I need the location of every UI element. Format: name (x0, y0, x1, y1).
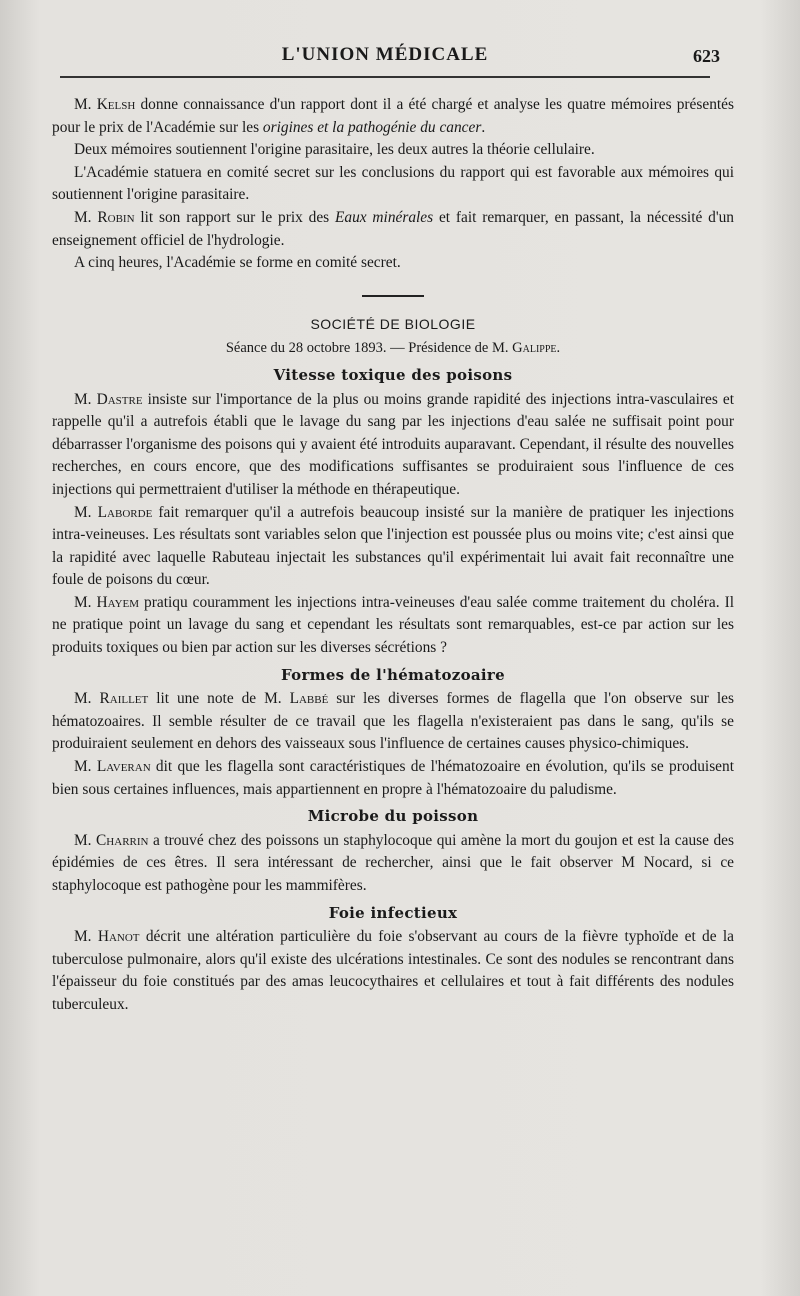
paragraph-kelsh: M. Kelsh donne connaissance d'un rapport dont il a été chargé et analyse les quatre mémoires présentés pour le prix de l'Académie sur les origines et la pathogénie du cancer. (52, 96, 734, 136)
section-title: Vitesse toxique des poisons (273, 365, 513, 384)
paragraph-academie: L'Académie statuera en comité secret sur les conclusions du rapport qui est favorable aux mémoires qui soutiennent l'origine parasitaire. (52, 163, 734, 204)
article-body (52, 94, 734, 1017)
paragraph-hanot: M. Hanot décrit une altération particulière du foie s'observant au cours de la fièvre typhoïde et de la tuberculose pulmonaire, alors qu'il existe des ulcérations intestinales. Ce sont des nodules se rencontrant dans l'épaisseur du foie constitués par des amas leucocythaires et cellulaires et tout à fait différents des nodules tuberculeux. (52, 928, 735, 1013)
speaker-name: M. Dastre (74, 390, 143, 408)
speaker-name: M. Laveran (74, 758, 151, 776)
paragraph-raillet: M. Raillet lit une note de M. Labbé sur les diverses formes de flagella que l'on observe sur les hématozoaires. Il semble résulter de ce travail que les flagella n'existeraient pas dans le sang, qu'ils se produiraient seulement en dehors des vaisseaux sous l'influence de certaines causes physico-chimiques. (52, 690, 734, 753)
paragraph-dastre: M. Dastre insiste sur l'importance de la plus ou moins grande rapidité des injections intra-vasculaires et rappelle qu'il a autrefois établi que le lavage du sang par les injections d'eau salée ne suffisait point pour débarrasser l'organisme des poisons qui y avaient été introduits auparavant. Cependant, il résulte des nouvelles recherches, en cours encore, que des modifications suffisantes se produiraient sous l'influence de ces injections qui permettraient d'utiliser la méthode en thérapeutique. (52, 390, 735, 498)
paragraph-laveran: M. Laveran dit que les flagella sont caractéristiques de l'hématozoaire en évolution, qu'ils se produisent bien sous certaines influences, mais appartiennent en propre à l'hématozoaire du paludisme. (52, 758, 734, 798)
speaker-name: M. Kelsh (74, 96, 136, 113)
speaker-name: M. Raillet (74, 690, 149, 708)
speaker-name: M. Charrin (74, 831, 149, 849)
speaker-name: M. Hayem (74, 593, 140, 611)
paragraph-charrin: M. Charrin a trouvé chez des poissons un staphylocoque qui amène la mort du goujon et est la cause des épidémies de ces êtres. Il sera intéressant de rechercher, ainsi que le fait observer M Nocard, si ce staphylocoque est pathogène pour les mammifères. (52, 831, 734, 894)
speaker-name: M. Laborde (74, 503, 153, 521)
paragraph-robin: M. Robin lit son rapport sur le prix des Eaux minérales et fait remarquer, en passant, la nécessité d'un enseignement officiel de l'hydrologie. (52, 208, 734, 249)
journal-title: L'UNION MÉDICALE (281, 44, 489, 65)
running-header (50, 38, 720, 78)
header-rule (60, 76, 710, 78)
section-title: Microbe du poisson (307, 807, 479, 826)
page-number: 623 (693, 46, 720, 66)
society-title: SOCIÉTÉ DE BIOLOGIE (310, 315, 476, 332)
paragraph-comite: A cinq heures, l'Académie se forme en comité secret. (74, 254, 401, 272)
speaker-name: M. Robin (74, 208, 135, 226)
speaker-name: M. Hanot (74, 928, 140, 946)
section-divider (362, 295, 424, 297)
section-title: Foie infectieux (328, 903, 458, 922)
seance-line: Séance du 28 octobre 1893. — Présidence de M. Galippe. (225, 340, 561, 357)
paragraph-laborde: M. Laborde fait remarquer qu'il a autrefois beaucoup insisté sur la manière de pratiquer les injections intra-veineuses. Les résultats sont variables selon que l'injection est poussée plus ou moins vite; c'est ainsi que la rapidité avec laquelle Rabuteau injectait les substances qu'il expérimentait lui avait fait reconnaître une foule de poisons du cœur. (52, 503, 734, 589)
paragraph-hayem: M. Hayem pratiqu couramment les injections intra-veineuses d'eau salée comme traitement du choléra. Il ne pratique point un lavage du sang et cependant les résultats sont remarquables, est-ce par action sur les produits toxiques ou bien par action sur les diverses sécrétions ? (52, 593, 734, 657)
section-title: Formes de l'hématozoaire (281, 665, 505, 684)
paragraph-memoires: Deux mémoires soutiennent l'origine parasitaire, les deux autres la théorie cellulaire. (74, 141, 595, 159)
